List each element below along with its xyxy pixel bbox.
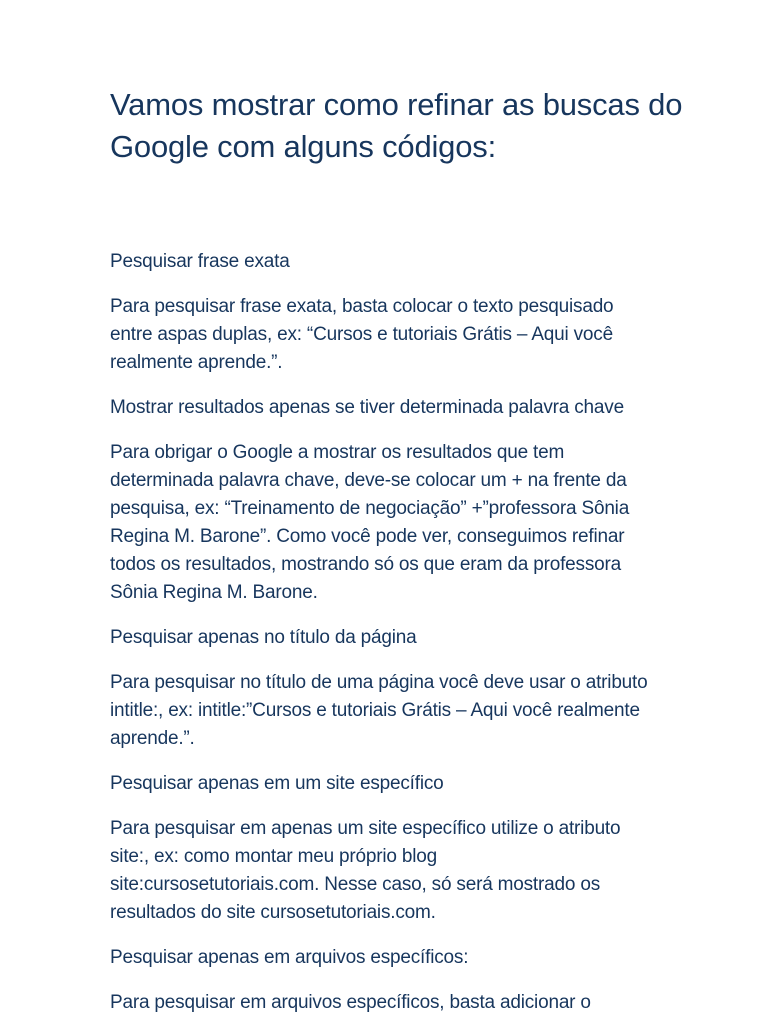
text-line: Para pesquisar no título de uma página você deve usar o atributo — [110, 672, 648, 693]
text-line: Para pesquisar em arquivos específicos, basta adicionar o — [110, 992, 591, 1013]
text-line: intitle:, ex: intitle:”Cursos e tutoriais Grátis – Aqui você realmente — [110, 700, 640, 721]
paragraph-site-search — [110, 815, 740, 927]
text-line: Pesquisar apenas em arquivos específicos: — [110, 947, 469, 968]
text-line: Sônia Regina M. Barone. — [110, 582, 318, 603]
document-content — [110, 84, 740, 1024]
title-line: Google com alguns códigos: — [110, 129, 496, 164]
text-line: Pesquisar frase exata — [110, 251, 290, 272]
text-line: entre aspas duplas, ex: “Cursos e tutoriais Grátis – Aqui você — [110, 324, 613, 345]
paragraph-title-search — [110, 669, 740, 753]
document-body — [110, 248, 740, 1017]
text-line: Para pesquisar frase exata, basta colocar o texto pesquisado — [110, 296, 614, 317]
text-line: Pesquisar apenas em um site específico — [110, 773, 444, 794]
text-line: site:, ex: como montar meu próprio blog — [110, 846, 437, 867]
text-line: Regina M. Barone”. Como você pode ver, conseguimos refinar — [110, 526, 625, 547]
section-heading-site-search — [110, 770, 740, 798]
document-title — [110, 84, 740, 168]
section-heading-file-search — [110, 944, 740, 972]
section-heading-keyword — [110, 394, 740, 422]
text-line: determinada palavra chave, deve-se colocar um + na frente da — [110, 470, 627, 491]
section-heading-title-search — [110, 624, 740, 652]
text-line: pesquisa, ex: “Treinamento de negociação” +”professora Sônia — [110, 498, 630, 519]
title-line: Vamos mostrar como refinar as buscas do — [110, 87, 683, 122]
text-line: Para pesquisar em apenas um site específico utilize o atributo — [110, 818, 621, 839]
text-line: Pesquisar apenas no título da página — [110, 627, 417, 648]
text-line: aprende.”. — [110, 728, 195, 749]
text-line: Para obrigar o Google a mostrar os resultados que tem — [110, 442, 565, 463]
paragraph-exact-phrase — [110, 293, 740, 377]
text-line: site:cursosetutoriais.com. Nesse caso, só será mostrado os — [110, 874, 600, 895]
text-line: resultados do site cursosetutoriais.com. — [110, 902, 436, 923]
section-heading-exact-phrase — [110, 248, 740, 276]
paragraph-keyword — [110, 439, 740, 607]
text-line: todos os resultados, mostrando só os que eram da professora — [110, 554, 621, 575]
paragraph-file-search — [110, 989, 740, 1017]
text-line: Mostrar resultados apenas se tiver determinada palavra chave — [110, 397, 624, 418]
text-line: realmente aprende.”. — [110, 352, 283, 373]
